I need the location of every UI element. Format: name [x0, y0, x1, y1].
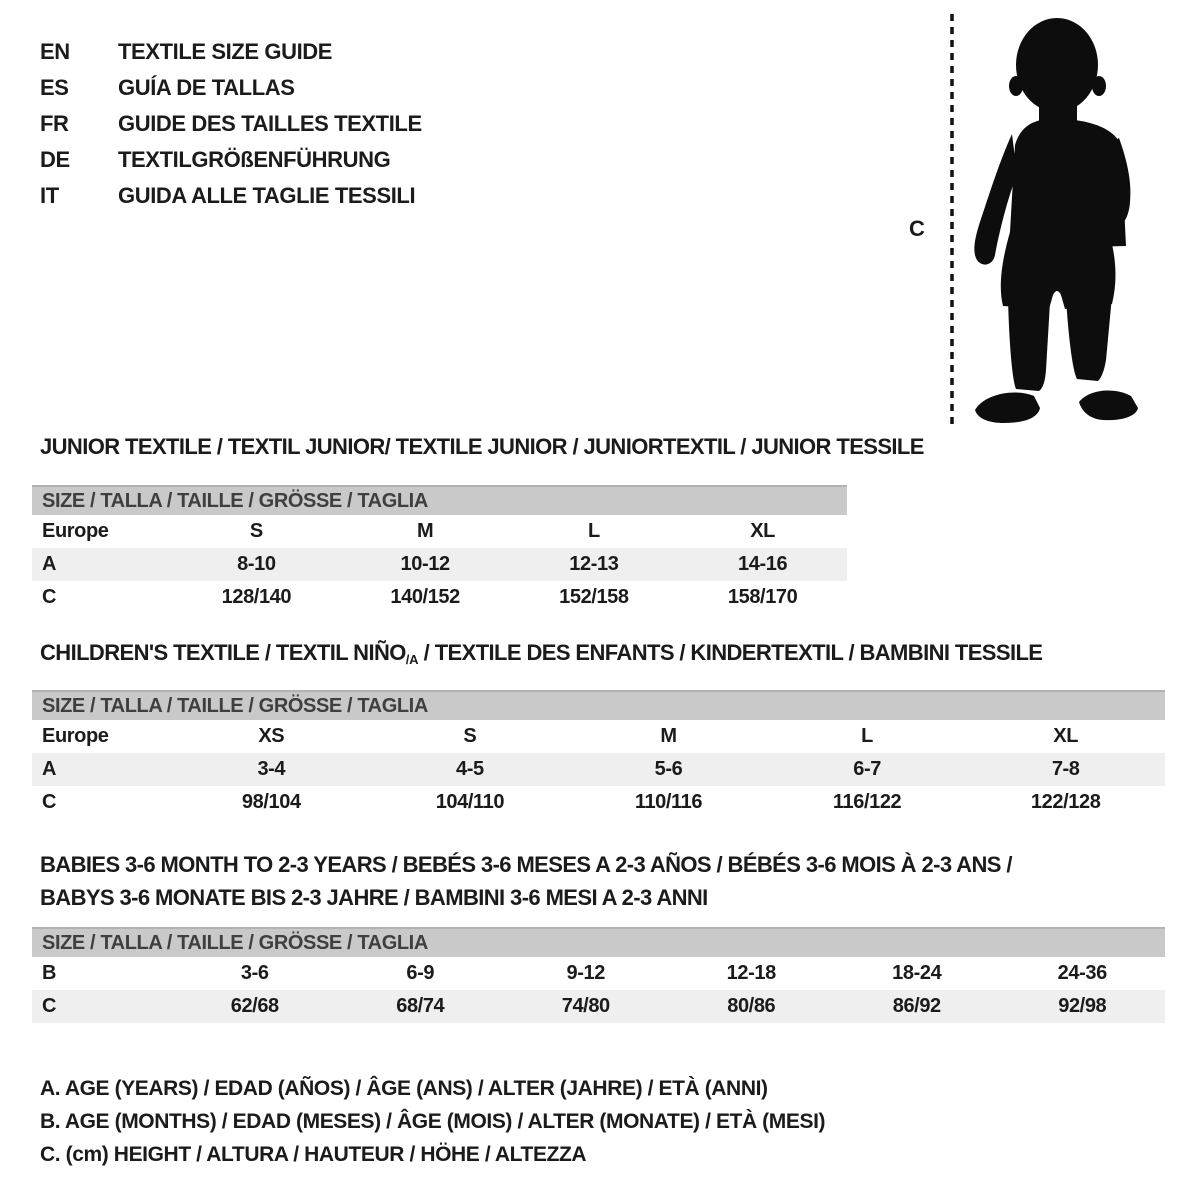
height-measure-label: C — [909, 216, 925, 241]
row-label: C — [42, 791, 57, 813]
size-cell: 6-9 — [406, 962, 435, 984]
language-row-en — [40, 34, 422, 70]
babies-size-table — [32, 927, 1165, 1023]
size-cell: M — [416, 520, 434, 542]
table-row-age-years — [32, 753, 1165, 786]
size-cell: 128/140 — [221, 586, 292, 608]
size-cell: 18-24 — [892, 962, 942, 984]
babies-section-heading — [40, 848, 1012, 914]
babies-heading-line1: BABIES 3-6 MONTH TO 2-3 YEARS / BEBÉS 3-6 MESES A 2-3 AÑOS / BÉBÉS 3-6 MOIS À 2-3 ANS / — [40, 852, 1012, 877]
guide-title-it: GUIDA ALLE TAGLIE TESSILI — [118, 183, 416, 208]
size-cell: 140/152 — [390, 586, 460, 608]
language-row-de — [40, 142, 422, 178]
size-cell: S — [463, 725, 477, 747]
row-label: Europe — [42, 725, 109, 747]
legend-line-a: A. AGE (YEARS) / EDAD (AÑOS) / ÂGE (ANS) / ALTER (JAHRE) / ETÀ (ANNI) — [40, 1077, 768, 1100]
guide-title-en: TEXTILE SIZE GUIDE — [118, 39, 333, 64]
size-cell: L — [587, 520, 600, 542]
language-code: FR — [40, 111, 69, 136]
guide-title-fr: GUIDE DES TAILLES TEXTILE — [118, 111, 422, 136]
size-cell: 4-5 — [456, 758, 484, 780]
size-cell: 5-6 — [654, 758, 683, 780]
size-cell: 62/68 — [230, 995, 279, 1017]
size-cell: 80/86 — [727, 995, 776, 1017]
language-code: IT — [40, 183, 59, 208]
children-section-heading — [40, 640, 1042, 667]
language-title-list — [40, 34, 422, 214]
language-code: EN — [40, 39, 70, 64]
size-cell: 3-6 — [240, 962, 269, 984]
size-cell: L — [861, 725, 873, 747]
table-row-age-months — [32, 957, 1165, 990]
size-cell: 9-12 — [566, 962, 605, 984]
size-cell: 12-13 — [569, 553, 619, 575]
size-cell: 110/116 — [634, 791, 703, 813]
children-heading-text: CHILDREN'S TEXTILE / TEXTIL NIÑO — [40, 640, 406, 665]
table-row-europe — [32, 515, 847, 548]
size-cell: XL — [750, 520, 775, 542]
size-cell: 7-8 — [1051, 758, 1080, 780]
children-heading-subscript: /A — [405, 652, 419, 667]
toddler-silhouette-figure — [915, 10, 1150, 430]
babies-heading-line2: BABYS 3-6 MONATE BIS 2-3 JAHRE / BAMBINI 3-6 MESI A 2-3 ANNI — [40, 885, 708, 910]
size-cell: 14-16 — [738, 553, 788, 575]
size-cell: 68/74 — [396, 995, 445, 1017]
row-label: Europe — [42, 520, 109, 542]
size-cell: 6-7 — [853, 758, 881, 780]
size-header-bar: SIZE / TALLA / TAILLE / GRÖSSE / TAGLIA — [32, 927, 1165, 957]
children-size-table — [32, 690, 1165, 819]
size-cell: 74/80 — [561, 995, 610, 1017]
language-row-es — [40, 70, 422, 106]
row-label: C — [42, 995, 57, 1017]
language-code: ES — [40, 75, 69, 100]
size-cell: 104/110 — [435, 791, 505, 813]
guide-title-es: GUÍA DE TALLAS — [118, 75, 295, 100]
size-cell: XL — [1053, 725, 1079, 747]
table-row-height — [32, 990, 1165, 1023]
table-row-height — [32, 581, 847, 614]
row-label: A — [42, 553, 57, 575]
guide-title-de: TEXTILGRÖßENFÜHRUNG — [118, 147, 391, 172]
size-cell: 8-10 — [237, 553, 276, 575]
toddler-silhouette — [974, 18, 1138, 423]
size-cell: 152/158 — [559, 586, 629, 608]
language-row-it — [40, 178, 422, 214]
size-cell: 10-12 — [400, 553, 450, 575]
size-cell: 12-18 — [726, 962, 776, 984]
size-header-bar: SIZE / TALLA / TAILLE / GRÖSSE / TAGLIA — [32, 485, 847, 515]
row-label: C — [42, 586, 57, 608]
children-heading-text: / TEXTILE DES ENFANTS / KINDERTEXTIL / BAMBINI TESSILE — [418, 640, 1043, 665]
size-cell: S — [249, 520, 263, 542]
row-label: A — [42, 758, 57, 780]
size-cell: 86/92 — [892, 995, 941, 1017]
size-header-bar: SIZE / TALLA / TAILLE / GRÖSSE / TAGLIA — [32, 690, 1165, 720]
junior-section-heading: JUNIOR TEXTILE / TEXTIL JUNIOR/ TEXTILE JUNIOR / JUNIORTEXTIL / JUNIOR TESSILE — [40, 434, 924, 459]
measure-legend — [40, 1072, 825, 1171]
table-row-age-years — [32, 548, 847, 581]
size-cell: 24-36 — [1057, 962, 1107, 984]
language-code: DE — [40, 147, 70, 172]
size-cell: 98/104 — [241, 791, 301, 813]
language-row-fr — [40, 106, 422, 142]
size-cell: M — [660, 725, 677, 747]
size-cell: 3-4 — [257, 758, 286, 780]
row-label: B — [42, 962, 57, 984]
junior-size-table — [32, 485, 847, 614]
table-row-height — [32, 786, 1165, 819]
size-cell: 116/122 — [832, 791, 902, 813]
legend-line-b: B. AGE (MONTHS) / EDAD (MESES) / ÂGE (MOIS) / ALTER (MONATE) / ETÀ (MESI) — [40, 1110, 826, 1133]
size-cell: XS — [258, 725, 285, 747]
legend-line-c: C. (cm) HEIGHT / ALTURA / HAUTEUR / HÖHE / ALTEZZA — [40, 1143, 587, 1166]
table-row-europe — [32, 720, 1165, 753]
size-cell: 122/128 — [1030, 791, 1101, 813]
size-cell: 158/170 — [727, 586, 798, 608]
size-cell: 92/98 — [1058, 995, 1107, 1017]
